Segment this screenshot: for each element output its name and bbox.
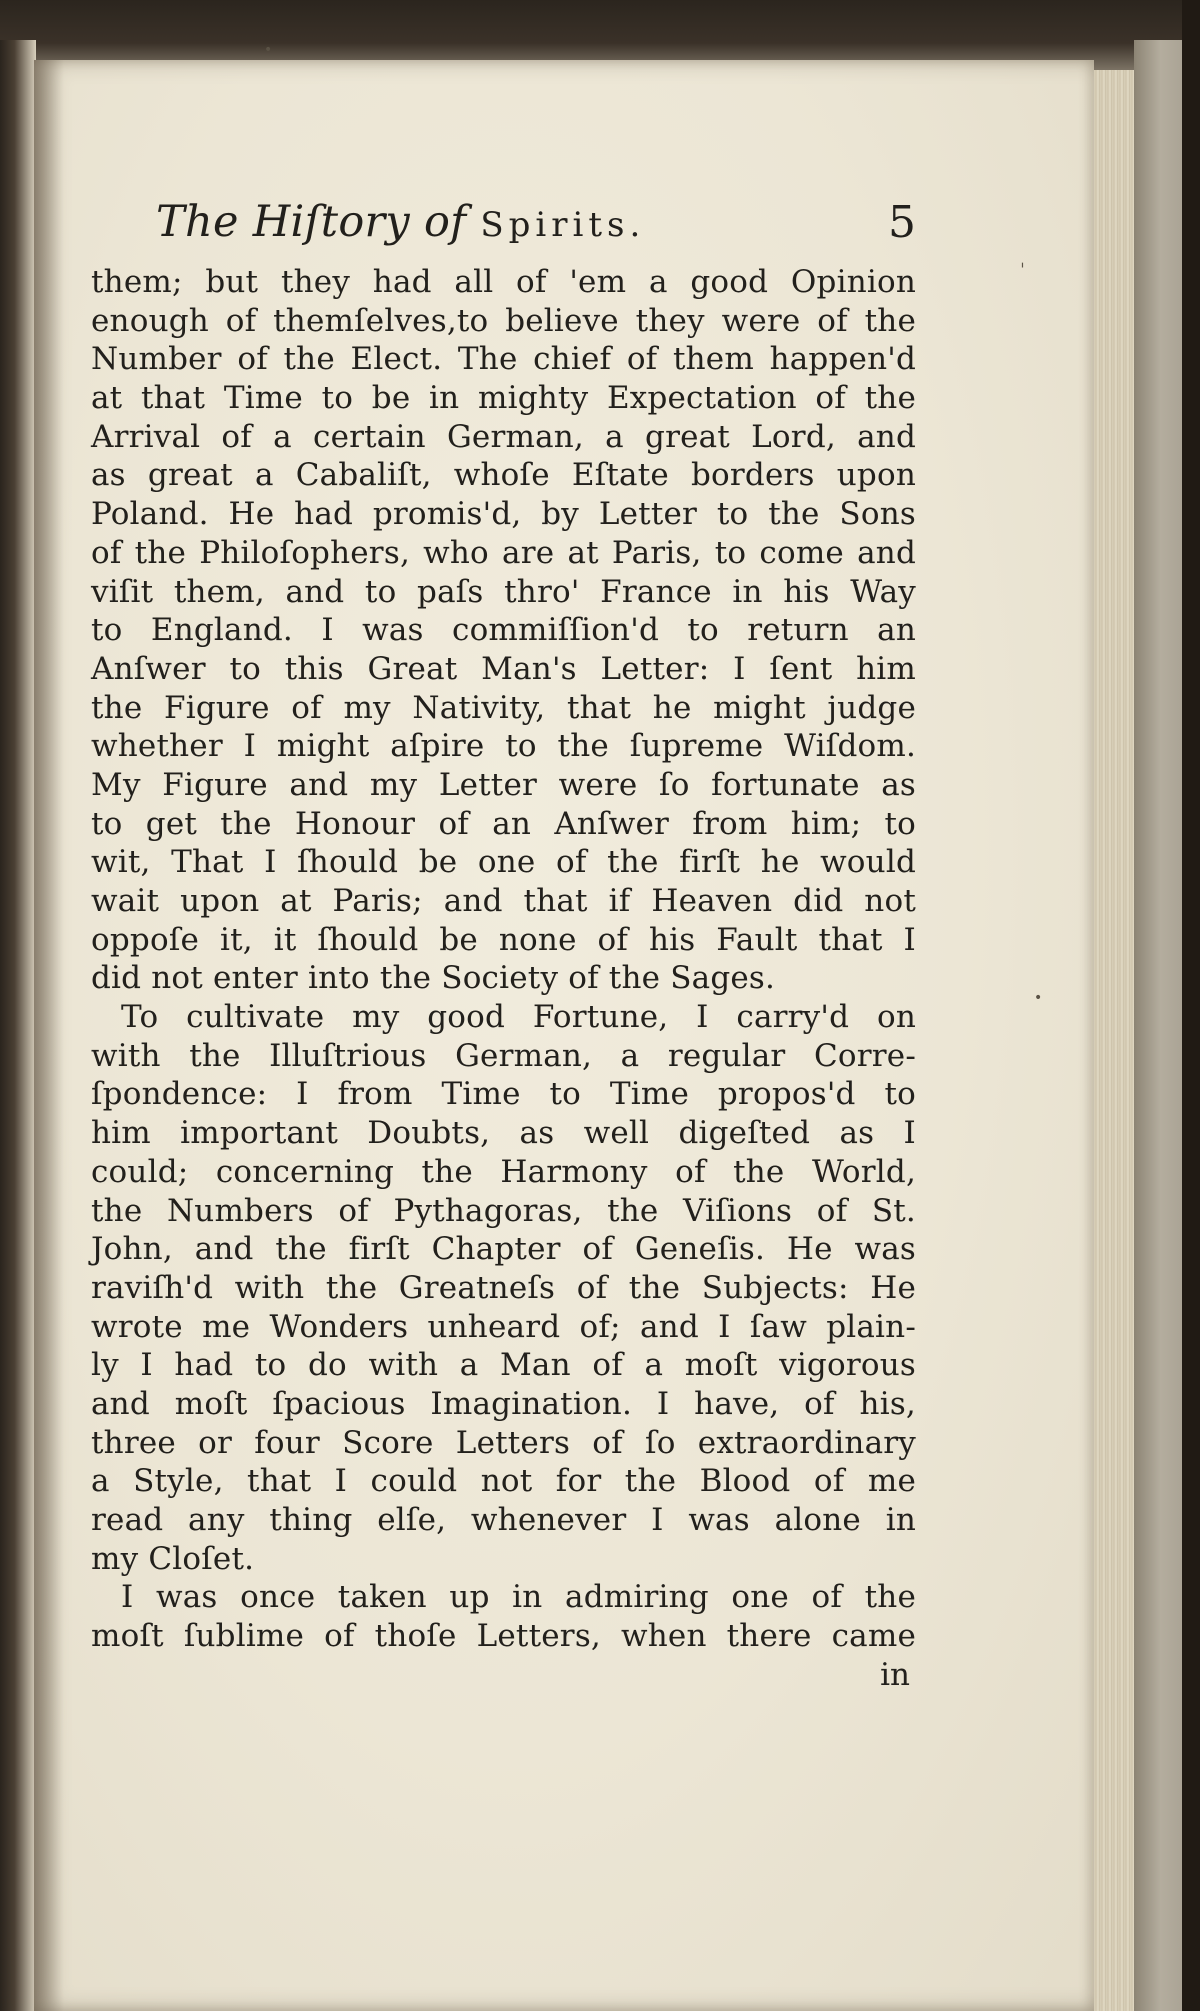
- text-line: a Style, that I could not for the Blood of me: [91, 1463, 916, 1500]
- page-number: 5: [888, 197, 916, 248]
- text-line: ſpondence: I from Time to Time propos'd to: [91, 1076, 916, 1113]
- text-line: raviſh'd with the Greatneſs of the Subjects: He: [91, 1269, 916, 1306]
- text-line: as great a Cabaliſt, whoſe Eſtate borders upon: [91, 457, 916, 494]
- text-line: Poland. He had promis'd, by Letter to the Sons: [91, 496, 916, 533]
- running-title-italic: The Hiſtory of: [156, 197, 467, 247]
- text-block: [91, 185, 916, 1694]
- text-line: To cultivate my good Fortune, I carry'd on: [121, 999, 916, 1036]
- text-line: with the Illuſtrious German, a regular Corre-: [91, 1037, 916, 1074]
- text-line: three or four Score Letters of ſo extraordinary: [91, 1424, 916, 1461]
- text-line: and moſt ſpacious Imagination. I have, of his,: [91, 1385, 916, 1422]
- running-head: [91, 185, 916, 263]
- text-line: wait upon at Paris; and that if Heaven did not: [91, 883, 916, 919]
- left-gutter: [0, 40, 36, 2011]
- book-page: [34, 42, 1094, 2011]
- gutter-shadow: [34, 60, 64, 2011]
- running-title-caps: Spirits.: [480, 205, 646, 245]
- text-line: ly I had to do with a Man of a moſt vigorous: [91, 1347, 916, 1384]
- text-line: I was once taken up in admiring one of the: [121, 1579, 916, 1616]
- text-line: my Cloſet.: [91, 1540, 255, 1577]
- text-line: the Figure of my Nativity, that he might judge: [91, 689, 916, 726]
- text-line: enough of themſelves,to believe they were of the: [91, 302, 916, 339]
- text-line: the Numbers of Pythagoras, the Viſions of St.: [91, 1192, 916, 1229]
- text-line: My Figure and my Letter were ſo fortunate as: [91, 766, 916, 803]
- text-line: whether I might aſpire to the ſupreme Wiſdom.: [91, 728, 916, 765]
- text-line: to England. I was commiſſion'd to return an: [91, 612, 916, 649]
- text-line: at that Time to be in mighty Expectation of the: [91, 380, 916, 417]
- text-line: John, and the firſt Chapter of Geneſis. He was: [91, 1231, 916, 1268]
- background-edge: [1182, 0, 1200, 2011]
- text-line: oppoſe it, it ſhould be none of his Fault that I: [91, 921, 916, 958]
- text-line: Number of the Elect. The chief of them happen'd: [91, 341, 916, 378]
- paper-speck: •: [1034, 990, 1043, 1006]
- text-line: them; but they had all of 'em a good Opinion: [91, 264, 916, 300]
- paper-speck: •: [264, 42, 273, 58]
- catchword: in: [880, 1656, 910, 1693]
- text-line: read any thing elſe, whenever I was alone in: [91, 1502, 916, 1538]
- text-line: could; concerning the Harmony of the World,: [91, 1153, 916, 1190]
- text-line: Anſwer to this Great Man's Letter: I ſent him: [91, 650, 916, 687]
- running-title: [156, 197, 645, 247]
- text-line: viſit them, and to paſs thro' France in his Way: [91, 573, 916, 610]
- paper-speck: ˈ: [1020, 260, 1025, 281]
- text-line: of the Philoſophers, who are at Paris, to come and: [91, 534, 916, 571]
- text-line: to get the Honour of an Anſwer from him; to: [91, 805, 916, 842]
- text-line: him important Doubts, as well digeſted as I: [91, 1115, 916, 1152]
- text-line: wrote me Wonders unheard of; and I ſaw plain-: [91, 1308, 916, 1345]
- text-line: wit, That I ſhould be one of the firſt he would: [91, 844, 916, 881]
- text-line: Arrival of a certain German, a great Lord, and: [91, 418, 916, 455]
- text-line: did not enter into the Society of the Sages.: [91, 960, 776, 997]
- page-fore-edge: [1093, 70, 1134, 2011]
- text-line: moſt ſublime of thoſe Letters, when there came: [91, 1618, 916, 1655]
